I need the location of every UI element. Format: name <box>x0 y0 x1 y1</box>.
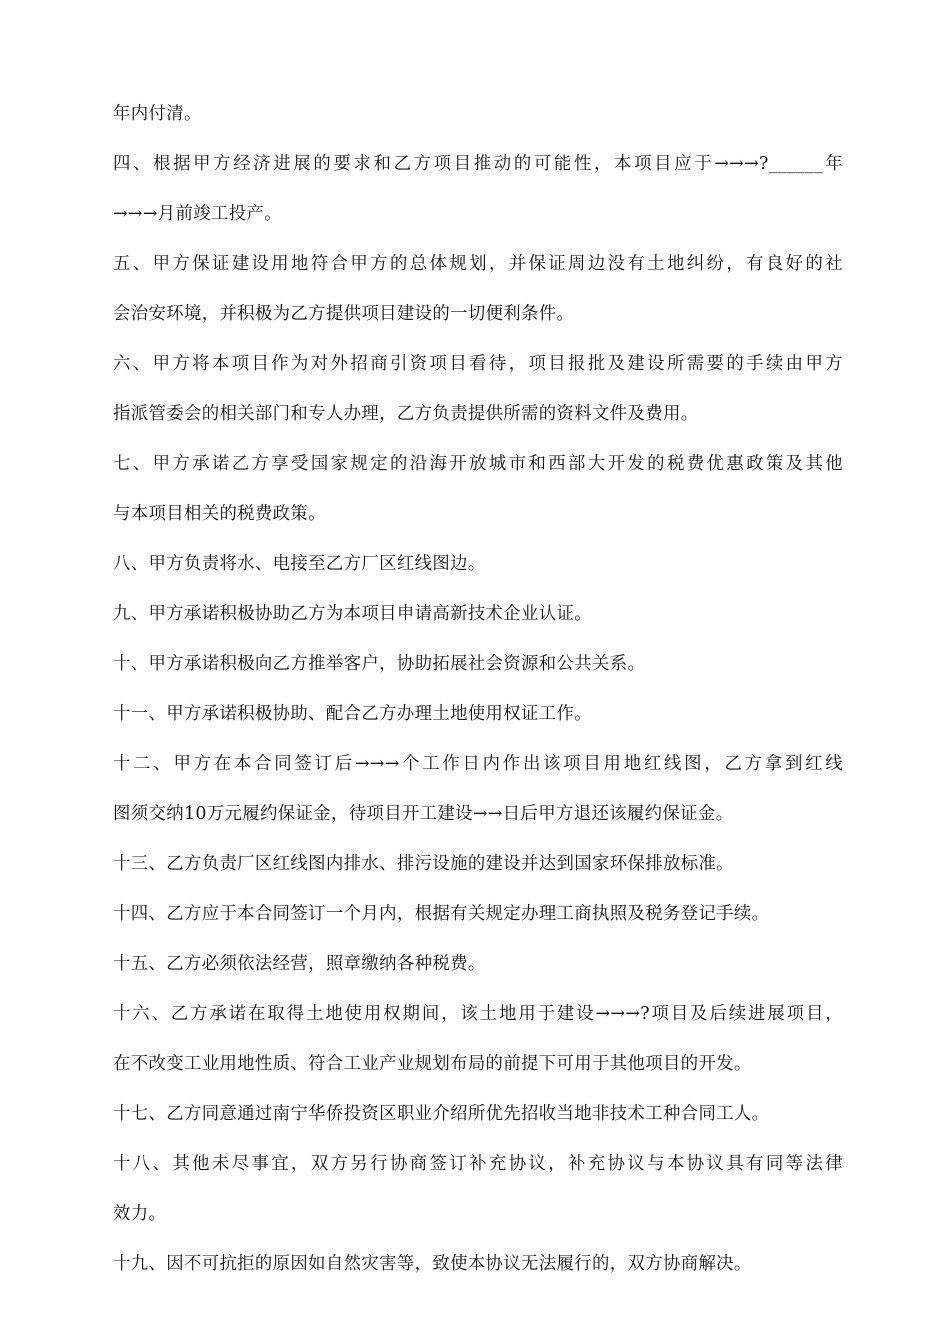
text-line: 十八、其他未尽事宜，双方另行协商签订补充协议，补充协议与本协议具有同等法律 <box>113 1154 843 1174</box>
text-line: 指派管委会的相关部门和专人办理，乙方负责提供所需的资料文件及费用。 <box>113 404 699 424</box>
text-line: 十九、因不可抗拒的原因如自然灾害等，致使本协议无法履行的，双方协商解决。 <box>113 1254 752 1274</box>
text-line: 五、甲方保证建设用地符合甲方的总体规划，并保证周边没有土地纠纷，有良好的社 <box>113 254 843 274</box>
text-line: 八、甲方负责将水、电接至乙方厂区红线图边。 <box>113 554 486 574</box>
text-line: 会治安环境，并积极为乙方提供项目建设的一切便利条件。 <box>113 304 575 324</box>
text-line: 四、根据甲方经济进展的要求和乙方项目推动的可能性，本项目应于→→→?______年 <box>113 154 843 174</box>
text-line: 十一、甲方承诺积极协助、配合乙方办理土地使用权证工作。 <box>113 704 592 724</box>
text-line: 七、甲方承诺乙方享受国家规定的沿海开放城市和西部大开发的税费优惠政策及其他 <box>113 454 843 474</box>
text-line: 与本项目相关的税费政策。 <box>113 504 326 524</box>
text-line: 年内付清。 <box>113 104 202 124</box>
text-line: 效力。 <box>113 1204 167 1224</box>
text-line: →→→月前竣工投产。 <box>113 204 282 224</box>
text-line: 九、甲方承诺积极协助乙方为本项目申请高新技术企业认证。 <box>113 604 592 624</box>
text-line: 十五、乙方必须依法经营，照章缴纳各种税费。 <box>113 954 486 974</box>
text-line: 十七、乙方同意通过南宁华侨投资区职业介绍所优先招收当地非技术工种合同工人。 <box>113 1104 770 1124</box>
text-line: 在不改变工业用地性质、符合工业产业规划布局的前提下可用于其他项目的开发。 <box>113 1054 752 1074</box>
text-line: 十二、甲方在本合同签订后→→→个工作日内作出该项目用地红线图，乙方拿到红线 <box>113 754 843 774</box>
text-line: 图须交纳10万元履约保证金，待项目开工建设→→日后甲方退还该履约保证金。 <box>113 804 734 824</box>
text-line: 六、甲方将本项目作为对外招商引资项目看待，项目报批及建设所需要的手续由甲方 <box>113 354 843 374</box>
text-line: 十三、乙方负责厂区红线图内排水、排污设施的建设并达到国家环保排放标准。 <box>113 854 734 874</box>
text-line: 十六、乙方承诺在取得土地使用权期间，该土地用于建设→→→?项目及后续进展项目， <box>113 1004 843 1024</box>
text-line: 十四、乙方应于本合同签订一个月内，根据有关规定办理工商执照及税务登记手续。 <box>113 904 770 924</box>
text-line: 十、甲方承诺积极向乙方推举客户，协助拓展社会资源和公共关系。 <box>113 654 646 674</box>
